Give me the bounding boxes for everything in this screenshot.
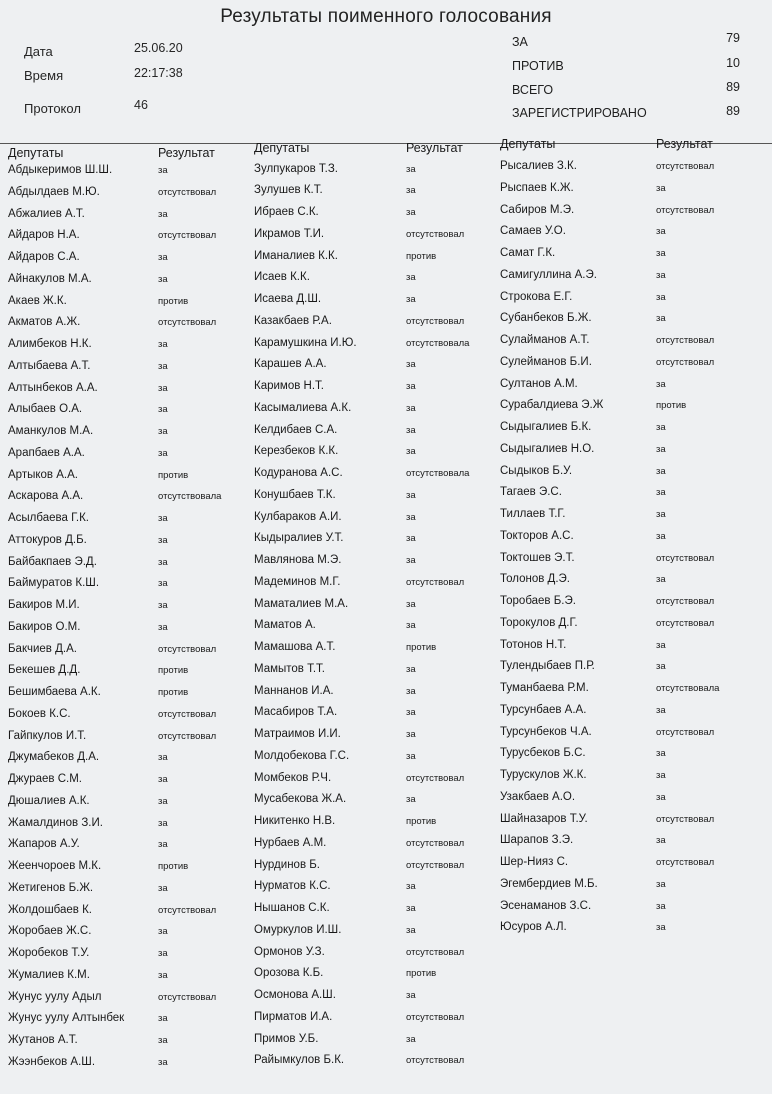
vote-result: против	[158, 861, 189, 872]
vote-result: за	[656, 487, 666, 499]
vote-result: за	[656, 465, 666, 477]
vote-result: за	[656, 748, 666, 760]
deputy-name: Тиллаев Т.Г.	[500, 508, 566, 520]
vote-result: за	[406, 685, 416, 697]
vote-result: за	[406, 294, 416, 305]
vote-result: за	[656, 639, 666, 651]
vote-result: за	[656, 900, 666, 912]
deputy-name: Каримов Н.Т.	[254, 380, 324, 392]
vote-result: за	[656, 770, 666, 781]
vote-result: за	[158, 1056, 168, 1068]
vote-result: отсутствовал	[406, 946, 465, 958]
deputy-name: Зулушев К.Т.	[254, 184, 323, 197]
vote-result: отсутствовал	[656, 617, 715, 629]
deputy-name: Кулбараков А.И.	[254, 510, 342, 523]
summary-against-value: 10	[726, 56, 740, 70]
vote-result: за	[406, 620, 416, 632]
vote-result: за	[158, 774, 168, 785]
vote-result: отсутствовал	[656, 552, 715, 564]
vote-result: отсутствовал	[158, 643, 217, 655]
vote-result: против	[158, 469, 189, 481]
deputy-name: Турсунбаев А.А.	[500, 703, 587, 716]
vote-result: за	[158, 273, 168, 285]
deputy-name: Самигуллина А.Э.	[500, 268, 597, 281]
deputy-name: Джураев С.М.	[8, 773, 82, 785]
vote-result: за	[656, 269, 666, 281]
header-result: Результат	[656, 137, 713, 151]
vote-result: за	[158, 252, 168, 263]
vote-result: за	[406, 794, 416, 806]
deputy-name: Жумалиев К.М.	[8, 968, 90, 981]
deputy-name: Айдаров Н.А.	[8, 229, 80, 242]
deputy-name: Гайпкулов И.Т.	[8, 729, 87, 742]
deputy-name: Осмонова А.Ш.	[254, 989, 336, 1001]
vote-result: за	[656, 509, 666, 520]
vote-result: отсутствовал	[406, 1055, 465, 1067]
deputy-name: Бакиров М.И.	[8, 599, 80, 611]
summary-for-value: 79	[726, 31, 740, 45]
deputy-name: Сабиров М.Э.	[500, 203, 575, 216]
deputy-name: Ибраев С.К.	[254, 206, 319, 218]
vote-result: за	[656, 835, 666, 847]
vote-result: за	[158, 969, 168, 981]
vote-result: за	[158, 948, 168, 959]
deputy-name: Толонов Д.Э.	[500, 573, 570, 586]
vote-result: за	[158, 165, 168, 176]
vote-result: за	[158, 208, 168, 220]
vote-result: за	[656, 291, 666, 303]
vote-result: за	[158, 534, 168, 546]
deputy-name: Жолдошбаев К.	[8, 903, 92, 916]
deputy-name: Акматов А.Ж.	[8, 316, 81, 329]
vote-result: за	[158, 1035, 168, 1046]
vote-result: за	[406, 359, 416, 371]
deputy-name: Айдаров С.А.	[8, 251, 80, 263]
deputy-name: Тулендыбаев П.Р.	[500, 660, 595, 673]
deputy-name: Сурабалдиева Э.Ж	[500, 399, 604, 412]
vote-result: за	[158, 839, 168, 851]
deputy-name: Токтошев Э.Т.	[500, 551, 575, 564]
deputy-name: Мадеминов М.Г.	[254, 575, 341, 588]
deputy-name: Аманкулов М.А.	[8, 425, 94, 437]
deputy-name: Нышанов С.К.	[254, 902, 330, 914]
deputy-name: Ормонов У.З.	[254, 945, 325, 958]
vote-result: отсутствовал	[656, 857, 715, 868]
deputy-name: Сулейманов Б.И.	[500, 355, 592, 368]
vote-result: за	[406, 598, 416, 610]
deputy-name: Пирматов И.А.	[254, 1010, 333, 1023]
summary-total-label: ВСЕГО	[512, 83, 554, 97]
deputy-name: Арапбаев А.А.	[8, 446, 85, 459]
deputy-name: Казакбаев Р.А.	[254, 314, 332, 327]
header-deputies: Депутаты	[254, 141, 310, 155]
deputy-name: Сыдыгалиев Б.К.	[500, 421, 592, 433]
deputy-name: Никитенко Н.В.	[254, 815, 336, 827]
vote-result: отсутствовал	[406, 1011, 465, 1023]
deputy-name: Конушбаев Т.К.	[254, 488, 336, 501]
vote-result: отсутствовал	[406, 859, 465, 871]
vote-result: отсутствовала	[406, 468, 470, 479]
vote-result: за	[406, 881, 416, 893]
deputy-name: Рысалиев З.К.	[500, 160, 577, 172]
vote-result: за	[406, 729, 416, 740]
vote-result: за	[158, 600, 168, 611]
vote-result: за	[158, 360, 168, 372]
deputy-name: Турсунбеков Ч.А.	[500, 725, 592, 738]
vote-result: за	[406, 489, 416, 501]
deputy-name: Айнакулов М.А.	[8, 272, 92, 285]
vote-result: отсутствовал	[656, 356, 715, 368]
vote-result: за	[656, 530, 666, 542]
vote-result: за	[158, 795, 168, 807]
deputy-name: Торобаев Б.Э.	[500, 595, 576, 607]
meta-protocol-value: 46	[134, 98, 148, 112]
vote-result: против	[406, 968, 437, 980]
vote-result: отсутствовал	[656, 161, 715, 172]
deputy-name: Эсенаманов З.С.	[500, 899, 592, 912]
vote-result: за	[406, 663, 416, 675]
deputy-name: Келдибаев С.А.	[254, 423, 338, 436]
vote-result: против	[656, 400, 687, 412]
vote-result: за	[158, 382, 168, 394]
deputy-name: Шарапов З.Э.	[500, 834, 574, 847]
deputy-name: Турускулов Ж.К.	[500, 769, 587, 781]
deputy-name: Сыдыгалиев Н.О.	[500, 442, 595, 455]
summary-registered-value: 89	[726, 104, 740, 118]
deputy-name: Аскарова А.А.	[8, 490, 84, 503]
vote-result: за	[406, 555, 416, 566]
vote-result: за	[158, 404, 168, 416]
vote-result: отсутствовал	[158, 708, 217, 720]
vote-result: за	[406, 750, 416, 762]
deputy-name: Аттокуров Д.Б.	[8, 533, 87, 546]
vote-result: отсутствовал	[158, 230, 217, 242]
vote-result: за	[406, 207, 416, 218]
deputy-name: Иманалиев К.К.	[254, 249, 338, 262]
vote-result: отсутствовал	[656, 204, 715, 216]
deputy-name: Жеенчороев М.К.	[8, 860, 102, 872]
deputy-name: Райымкулов Б.К.	[254, 1054, 345, 1067]
deputy-name: Токторов А.С.	[500, 529, 574, 542]
vote-result: отсутствовал	[406, 772, 465, 784]
vote-result: за	[406, 707, 416, 719]
deputy-name: Касымалиева А.К.	[254, 401, 352, 414]
deputy-name: Узакбаев А.О.	[500, 790, 576, 803]
deputy-name: Нурматов К.С.	[254, 880, 331, 893]
vote-result: за	[656, 878, 666, 890]
deputy-name: Шайназаров Т.У.	[500, 812, 588, 825]
deputy-name: Абдыкеримов Ш.Ш.	[8, 164, 113, 176]
vote-result: против	[406, 642, 437, 653]
meta-protocol-label: Протокол	[24, 101, 81, 116]
summary-registered-label: ЗАРЕГИСТРИРОВАНО	[512, 106, 647, 120]
deputy-name: Жунус уулу Адыл	[8, 990, 102, 1003]
vote-result: против	[158, 687, 189, 698]
deputy-name: Жетигенов Б.Ж.	[8, 881, 94, 894]
vote-result: отсутствовал	[158, 730, 217, 742]
deputy-name: Матраимов И.И.	[254, 728, 341, 740]
vote-result: отсутствовал	[158, 991, 217, 1003]
vote-result: отсутствовал	[158, 317, 217, 329]
deputy-name: Турусбеков Б.С.	[500, 747, 586, 760]
vote-result: отсутствовала	[158, 491, 222, 503]
deputy-name: Карамушкина И.Ю.	[254, 336, 357, 349]
vote-result: за	[406, 163, 416, 175]
deputy-name: Юсуров А.Л.	[500, 921, 567, 934]
deputy-name: Керезбеков К.К.	[254, 445, 339, 458]
vote-result: за	[406, 990, 416, 1001]
vote-result: за	[158, 556, 168, 568]
deputy-name: Маннанов И.А.	[254, 684, 334, 697]
vote-result: отсутствовал	[656, 335, 715, 346]
deputy-name: Артыков А.А.	[8, 468, 78, 481]
meta-time-value: 22:17:38	[134, 66, 183, 80]
deputy-name: Жамалдинов З.И.	[8, 816, 103, 829]
deputy-name: Акаев Ж.К.	[8, 294, 67, 307]
vote-result: за	[656, 443, 666, 455]
deputy-name: Алтынбеков А.А.	[8, 381, 98, 394]
vote-result: за	[656, 226, 666, 238]
deputy-name: Сыдыков Б.У.	[500, 464, 573, 477]
vote-result: против	[158, 665, 189, 677]
vote-result: за	[406, 924, 416, 936]
vote-result: за	[406, 903, 416, 914]
deputy-name: Молдобекова Г.С.	[254, 749, 350, 762]
vote-result: за	[158, 621, 168, 633]
deputy-name: Бекешев Д.Д.	[8, 664, 81, 677]
vote-result: против	[406, 250, 437, 262]
deputy-name: Байбакпаев Э.Д.	[8, 555, 97, 568]
deputy-name: Кыдыралиев У.Т.	[254, 532, 344, 545]
vote-result: за	[158, 752, 168, 764]
vote-result: против	[158, 295, 189, 307]
deputy-name: Абдылдаев М.Ю.	[8, 185, 100, 198]
vote-result: за	[158, 926, 168, 938]
header-deputies: Депутаты	[8, 146, 64, 160]
deputy-name: Абжалиев А.Т.	[8, 207, 85, 220]
meta-date-value: 25.06.20	[134, 41, 183, 55]
vote-result: за	[406, 381, 416, 392]
vote-result: за	[158, 882, 168, 894]
deputy-name: Мамашова А.Т.	[254, 641, 336, 653]
deputy-name: Бешимбаева А.К.	[8, 686, 101, 698]
deputy-name: Бокоев К.С.	[8, 707, 71, 720]
vote-result: за	[406, 446, 416, 458]
deputy-name: Мамытов Т.Т.	[254, 662, 326, 675]
vote-result: отсутствовала	[656, 683, 720, 694]
deputy-name: Строкова Е.Г.	[500, 290, 573, 303]
deputy-name: Дюшалиев А.К.	[8, 794, 90, 807]
summary-for-label: ЗА	[512, 35, 528, 49]
deputy-name: Исаева Д.Ш.	[254, 293, 322, 305]
meta-time-label: Время	[24, 68, 64, 83]
deputy-name: Мавлянова М.Э.	[254, 554, 342, 566]
vote-result: за	[158, 426, 168, 437]
deputy-name: Тотонов Н.Т.	[500, 638, 567, 651]
vote-result: отсутствовала	[406, 337, 470, 349]
deputy-name: Бакчиев Д.А.	[8, 642, 77, 655]
deputy-name: Кодуранова А.С.	[254, 467, 343, 479]
vote-result: за	[656, 182, 666, 194]
deputy-name: Алыбаев О.А.	[8, 403, 83, 416]
deputy-name: Сулайманов А.Т.	[500, 334, 590, 346]
vote-result: отсутствовал	[406, 837, 465, 849]
vote-result: за	[158, 447, 168, 459]
vote-result: против	[406, 816, 437, 827]
deputy-name: Карашев А.А.	[254, 358, 327, 371]
deputy-name: Нурдинов Б.	[254, 858, 320, 871]
deputy-name: Масабиров Т.А.	[254, 706, 338, 719]
vote-result: за	[656, 378, 666, 390]
deputy-name: Эгембердиев М.Б.	[500, 877, 598, 890]
deputy-name: Асылбаева Г.К.	[8, 512, 89, 524]
deputy-name: Алимбеков Н.К.	[8, 338, 92, 350]
deputy-name: Джумабеков Д.А.	[8, 751, 100, 764]
header-result: Результат	[158, 146, 215, 160]
deputy-name: Маматов А.	[254, 619, 316, 632]
vote-result: за	[406, 1033, 416, 1045]
vote-result: за	[406, 533, 416, 545]
vote-result: за	[158, 513, 168, 524]
deputy-name: Момбеков Р.Ч.	[254, 771, 332, 784]
deputy-name: Самат Г.К.	[500, 247, 556, 259]
vote-result: за	[406, 185, 416, 197]
deputy-name: Жоробаев Ж.С.	[8, 925, 92, 938]
vote-result: за	[158, 578, 168, 590]
vote-result: за	[656, 574, 666, 586]
deputy-name: Баймуратов К.Ш.	[8, 577, 100, 590]
vote-result: за	[656, 922, 666, 934]
deputy-name: Жоробеков Т.У.	[8, 947, 90, 959]
vote-result: за	[406, 402, 416, 414]
vote-result: за	[158, 339, 168, 350]
deputy-name: Рыспаев К.Ж.	[500, 181, 574, 194]
deputy-name: Мусабекова Ж.А.	[254, 793, 347, 806]
deputy-name: Тагаев Э.С.	[500, 486, 562, 499]
vote-result: за	[656, 422, 666, 433]
vote-result: за	[656, 704, 666, 716]
deputy-name: Туманбаева Р.М.	[500, 682, 589, 694]
deputy-name: Бакиров О.М.	[8, 620, 81, 633]
vote-result: за	[406, 272, 416, 284]
vote-result: отсутствовал	[656, 596, 715, 607]
deputy-name: Шер-Нияз С.	[500, 856, 569, 868]
vote-result: отсутствовал	[406, 576, 465, 588]
vote-result: за	[656, 791, 666, 803]
vote-result: отсутствовал	[656, 813, 715, 825]
page-title: Результаты поименного голосования	[220, 6, 552, 27]
summary-against-label: ПРОТИВ	[512, 59, 564, 73]
deputy-name: Жунус уулу Алтынбек	[8, 1012, 125, 1025]
vote-result: отсутствовал	[158, 186, 217, 198]
deputy-name: Султанов А.М.	[500, 377, 578, 390]
deputy-name: Омуркулов И.Ш.	[254, 923, 342, 936]
deputy-name: Жапаров А.У.	[8, 838, 80, 851]
vote-result: за	[158, 1013, 168, 1025]
vote-result: за	[158, 817, 168, 829]
vote-result: за	[406, 424, 416, 436]
vote-result: отсутствовал	[656, 726, 715, 738]
vote-result: за	[656, 248, 666, 259]
deputy-name: Нурбаев А.М.	[254, 836, 327, 849]
vote-result: за	[656, 661, 666, 673]
deputy-name: Жутанов А.Т.	[8, 1034, 78, 1046]
deputy-name: Самаев У.О.	[500, 225, 566, 238]
deputy-name: Примов У.Б.	[254, 1032, 319, 1045]
deputy-name: Исаев К.К.	[254, 271, 310, 284]
vote-result: отсутствовал	[406, 228, 465, 240]
vote-result: отсутствовал	[158, 904, 217, 916]
deputy-name: Орозова К.Б.	[254, 967, 324, 980]
vote-result: отсутствовал	[406, 315, 465, 327]
deputy-name: Маматалиев М.А.	[254, 597, 349, 610]
meta-date-label: Дата	[24, 44, 53, 59]
deputy-name: Икрамов Т.И.	[254, 227, 325, 240]
vote-result: за	[656, 313, 666, 325]
deputy-name: Жээнбеков А.Ш.	[8, 1055, 96, 1068]
deputy-name: Зулпукаров Т.З.	[254, 162, 338, 175]
header-result: Результат	[406, 141, 463, 155]
deputy-name: Субанбеков Б.Ж.	[500, 312, 592, 325]
deputy-name: Торокулов Д.Г.	[500, 616, 578, 629]
vote-result: за	[406, 511, 416, 523]
deputy-name: Алтыбаева А.Т.	[8, 359, 91, 372]
header-deputies: Депутаты	[500, 137, 556, 151]
summary-total-value: 89	[726, 80, 740, 94]
